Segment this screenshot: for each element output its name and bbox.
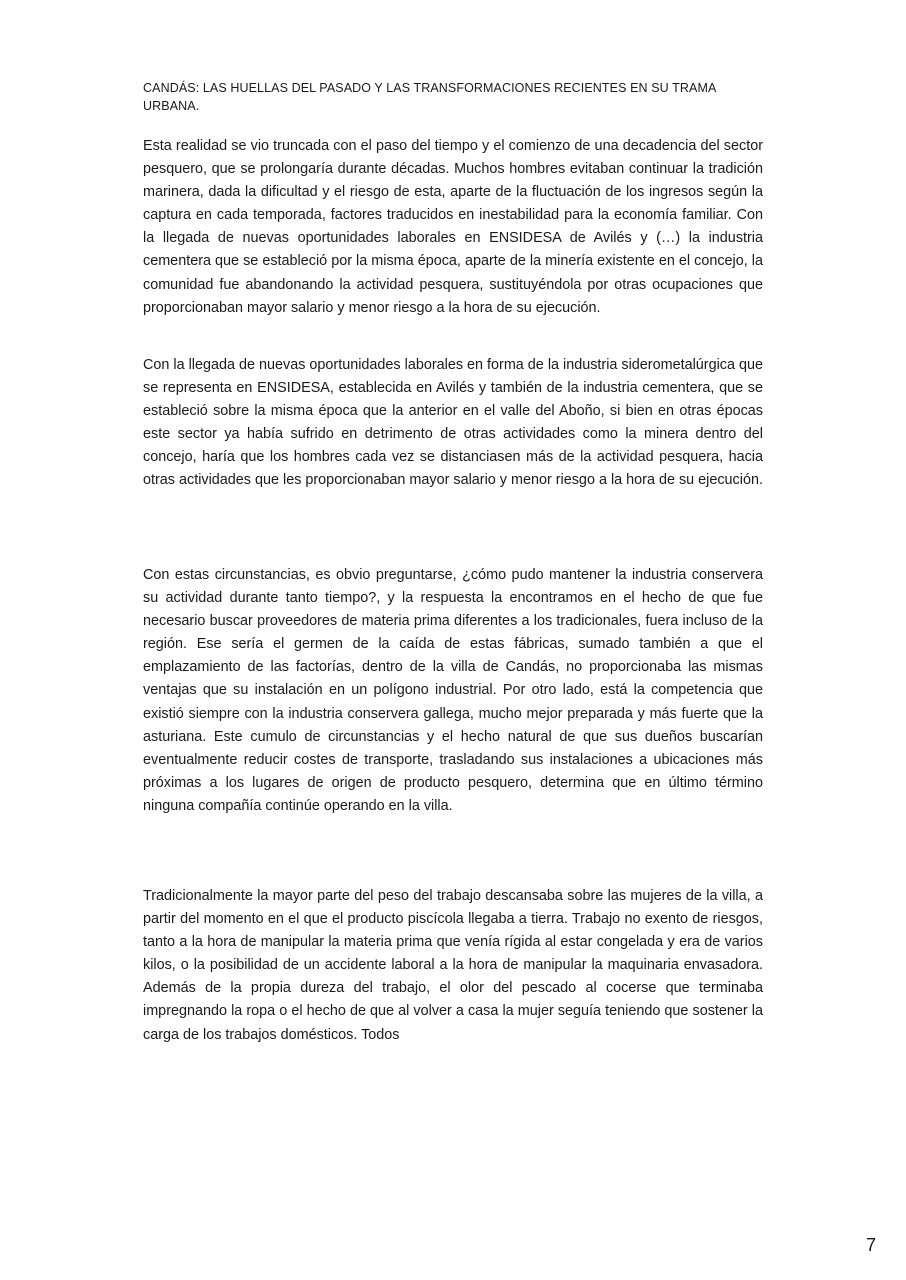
paragraph-canning-industry: Con estas circunstancias, es obvio preguntarse, ¿cómo pudo mantener la industria conservera su actividad durante tanto tiempo?, y la respuesta la encontramos en el hecho de que fue necesario buscar proveedores de materia prima diferentes a los tradicionales, fuera incluso de la región. Ese sería el germen de la caída de estas fábricas, sumado también a que el emplazamiento de las factorías, dentro de la villa de Candás, no proporcionaba las mismas ventajas que su instalación en un polígono industrial. Por otro lado, está la competencia que existió siempre con la industria conservera gallega, mucho mejor preparada y más fuerte que la asturiana. Este cumulo de circunstancias y el hecho natural de que sus dueños buscarían eventualmente reducir costes de transporte, trasladando sus instalaciones a ubicaciones más próximas a los lugares de origen de producto pesquero, determina que en último término ninguna compañía continúe operando en la villa. xyxy=(143,567,763,814)
paragraph-women-work: Tradicionalmente la mayor parte del peso del trabajo descansaba sobre las mujeres de la villa, a partir del momento en el que el producto piscícola llegaba a tierra. Trabajo no exento de riesgos, tanto a la hora de manipular la materia prima que venía rígida al estar congelada y era de varios kilos, o la posibilidad de un accidente laboral a la hora de manipular la maquinaria envasadora. Además de la propia dureza del trabajo, el olor del pescado al cocerse que terminaba impregnando la ropa o el hecho de que al volver a casa la mujer seguía teniendo que sostener la carga de los trabajos domésticos. Todos xyxy=(143,888,763,1043)
page-number: 7 xyxy=(866,1235,877,1255)
paragraph-decline-fishing: Esta realidad se vio truncada con el paso del tiempo y el comienzo de una decadencia del sector pesquero, que se prolongaría durante décadas. Muchos hombres evitaban continuar la tradición marinera, dada la dificultad y el riesgo de esta, aparte de la fluctuación de los ingresos según la captura en cada temporada, factores traducidos en inestabilidad para la economía familiar. Con la llegada de nuevas oportunidades laborales en ENSIDESA de Avilés y (…) la industria cementera que se estableció por la misma época, aparte de la minería existente en el concejo, la comunidad fue abandonando la actividad pesquera, sustituyéndola por otras ocupaciones que proporcionaban mayor salario y menor riesgo a la hora de su ejecución. xyxy=(143,138,763,316)
section-heading: CANDÁS: LAS HUELLAS DEL PASADO Y LAS TRANSFORMACIONES RECIENTES EN SU TRAMA URBANA. xyxy=(143,81,716,113)
paragraph-industry-opportunities: Con la llegada de nuevas oportunidades laborales en forma de la industria siderometalúrgica que se representa en ENSIDESA, establecida en Avilés y también de la industria cementera, que se estableció sobre la misma época que la anterior en el valle del Aboño, si bien en otras épocas este sector ya había sufrido en detrimento de otras actividades como la minera dentro del concejo, haría que los hombres cada vez se distanciasen más de la actividad pesquera, hacia otras actividades que les proporcionaban mayor salario y menor riesgo a la hora de su ejecución. xyxy=(143,357,763,489)
